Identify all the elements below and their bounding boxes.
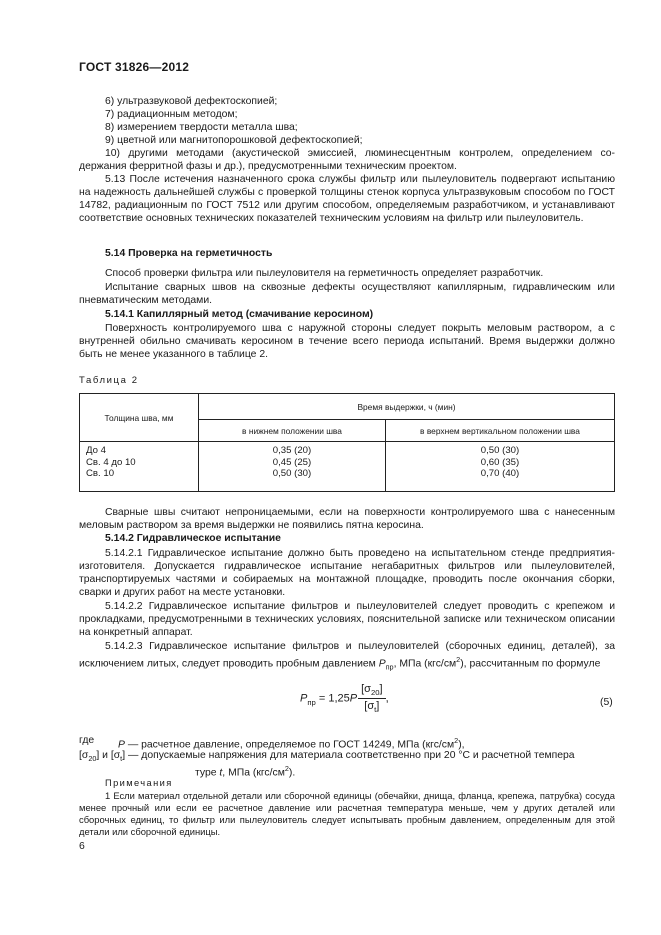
table-cell-upper xyxy=(386,442,615,492)
table-row-value: 0,45 (25) xyxy=(272,456,312,468)
list-item: 7) радиационным методом; xyxy=(105,109,238,120)
table-row-value: 0,70 (40) xyxy=(480,468,520,480)
where-label: где xyxy=(79,735,95,746)
section-heading-5-14-1: 5.14.1 Капиллярный метод (смачивание керосином) xyxy=(105,309,374,320)
section-heading-5-14: 5.14 Проверка на герметичность xyxy=(105,248,273,259)
paragraph-5-14-2-1: 5.14.2.1 Гидравлическое испытание должно быть проведено на испытательном стенде предприятия-изготовителя. Допускается гидравлическое испытание негабаритных фильтров или пылеуловителей, транспортируемых частями и собираемых на монтажной площадке, проводить после окончания сборки, сварки и других работ на месте установки. xyxy=(79,548,615,599)
table-caption: Таблица 2 xyxy=(79,375,139,386)
where-p-definition: P — расчетное давление, определяемое по ГОСТ 14249, МПа $(кгс/см^2)$, xyxy=(118,736,465,751)
paragraph-5-14-2-3: 5.14.2.3 Гидравлическое испытание фильтров и пылеуловителей (сборочных единиц, деталей), за исключением литых, следует проводить пробным давлением $P_{пр}$, МПа $(кгс/см^2)$, рассчитанным по формуле xyxy=(79,641,615,672)
table-cell-lower xyxy=(199,442,386,492)
exposure-time-table xyxy=(79,393,615,492)
where-sigma-definition: $[\sigma_{20}]$ и $[\sigma_t]$ — допускаемые напряжения для материала соответственно при 20 °С и расчетной темпера xyxy=(79,750,575,764)
where-sigma-definition-cont: туре t, МПа $(кгс/см^2)$. xyxy=(195,764,296,779)
formula-fraction: $\frac{[\sigma_{20}]}{[\sigma_t]}$ xyxy=(358,683,385,714)
paragraph-5-13: 5.13 После истечения назначенного срока службы фильтр или пылеуловитель подвергают испытанию на надежность дальнейшей службы с проверкой толщины стенок корпуса ультразвуковым способом по ГОСТ 14782, радиационным по ГОСТ 7512 или другим способом, определяемым разработчиком, и устанавливают соответствие основных технических показателей техническим условиям на фильтр или пылеуловитель. xyxy=(79,174,615,225)
table-row-value: Св. 4 до 10 xyxy=(86,456,136,468)
equation-number: (5) xyxy=(600,697,613,708)
list-item: 8) измерением твердости металла шва; xyxy=(105,122,298,133)
page-number: 6 xyxy=(79,841,85,852)
table-cell-thickness xyxy=(80,442,199,492)
table-header-exposure-time: Время выдержки, ч (мин) xyxy=(199,394,615,420)
note-1: 1 Если материал отдельной детали или сборочной единицы (обечайки, днища, фланца, крепежа, патрубка) сосуда менее прочный или если ее расчетное давление или расчетная температура меньше, чем у других деталей или сборочных единиц, то фильтр или пылеуловитель следует испытывать пробным давлением, определенным для этой детали или сборочной единицы. xyxy=(79,790,615,838)
standard-header: ГОСТ 31826—2012 xyxy=(79,60,190,74)
paragraph-10: 10) другими методами (акустической эмиссией, люминесцентным контролем, определением содержания ферритной фазы и др.), предусмотренными техническим проектом. xyxy=(79,148,615,173)
table-row-value: До 4 xyxy=(86,445,106,456)
notes-title: Примечания xyxy=(105,778,173,788)
table-row-value: 0,35 (20) xyxy=(272,445,312,456)
formula-5: $P_{пр} = 1,25P$ $\frac{[\sigma_{20}]}{[\sigma_t]}$ , xyxy=(300,683,389,715)
table-subheader-upper: в верхнем вертикальном положении шва xyxy=(386,420,615,442)
paragraph-5-14-method: Способ проверки фильтра или пылеуловителя на герметичность определяет разработчик. xyxy=(105,268,544,279)
table-row-value: 0,60 (35) xyxy=(480,456,520,468)
paragraph-after-table: Сварные швы считают непроницаемыми, если на поверхности контролируемого шва с нанесенным меловым раствором за время выдержки не появились пятна керосина. xyxy=(79,507,615,532)
paragraph-5-14-welds: Испытание сварных швов на сквозные дефекты осуществляют капиллярным, гидравлическим или пневматическим методами. xyxy=(79,282,615,307)
paragraph-5-14-1: Поверхность контролируемого шва с наружной стороны следует покрыть меловым раствором, а с внутренней обильно смачивать керосином в течение всего периода испытаний. Время выдержки должно быть не менее указанного в таблице 2. xyxy=(79,323,615,361)
table-subheader-lower: в нижнем положении шва xyxy=(199,420,386,442)
table-row-value: 0,50 (30) xyxy=(480,445,520,456)
paragraph-5-14-2-2: 5.14.2.2 Гидравлическое испытание фильтров и пылеуловителей следует проводить с крепежом и прокладками, предусмотренными в технических условиях, пояснительной записке или техническом описании на конкретный аппарат. xyxy=(79,601,615,639)
table-header-thickness: Толщина шва, мм xyxy=(80,394,199,442)
list-item: 6) ультразвуковой дефектоскопией; xyxy=(105,96,278,107)
table-row-value: 0,50 (30) xyxy=(272,468,312,480)
table-row-value: Св. 10 xyxy=(86,468,115,480)
section-heading-5-14-2: 5.14.2 Гидравлическое испытание xyxy=(105,533,281,544)
list-item: 9) цветной или магнитопорошковой дефектоскопией; xyxy=(105,135,363,146)
